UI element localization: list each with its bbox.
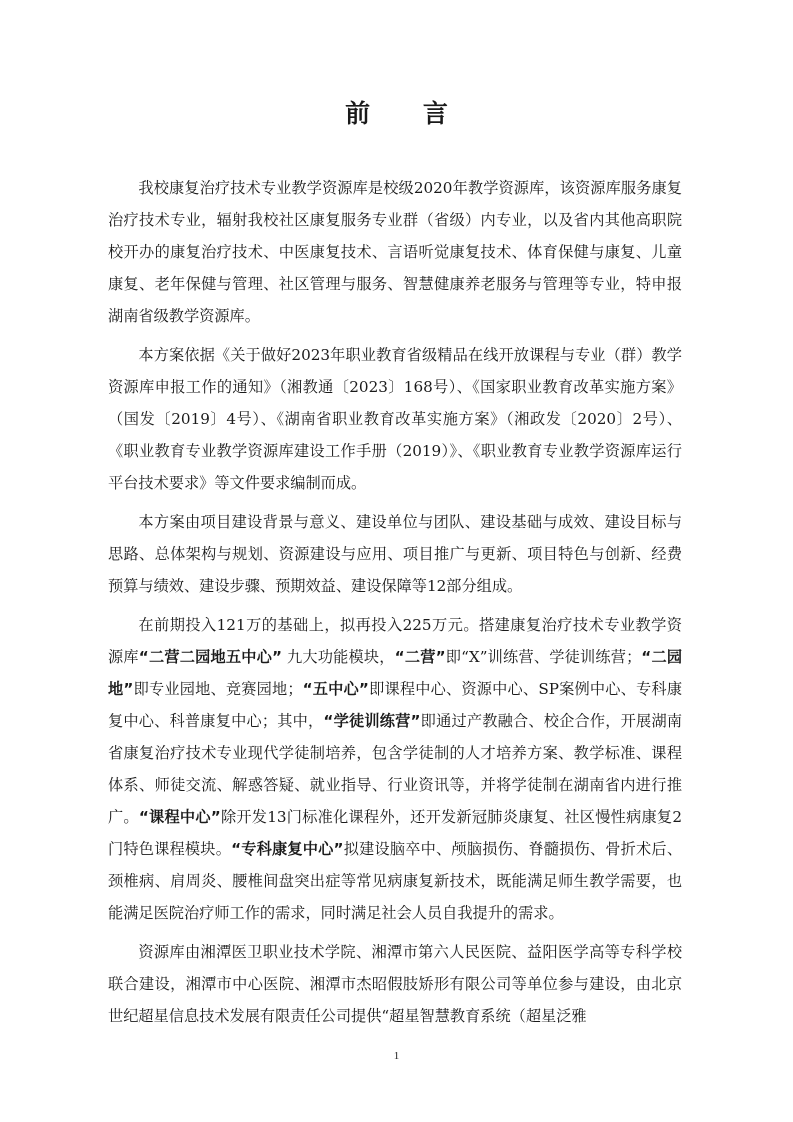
emphasis-text: “学徒训练营” — [323, 712, 421, 730]
paragraph-text: 即通过产教融合、校企合作，开展湖南省康复治疗技术专业现代学徒制培养，包含学徒制的人才培养方案、教学标准、课程体系、师徒交流、解惑答疑、就业指导、行业资讯等，并将学徒制在湖南省内进行推广。 — [108, 712, 683, 826]
body-paragraph — [108, 339, 682, 499]
body-paragraph — [108, 609, 682, 929]
emphasis-text: “五中心” — [302, 680, 369, 698]
paragraph-text: 即专业园地、竞赛园地； — [133, 680, 303, 698]
paragraph-text: 拟建设脑卒中、颅脑损伤、脊髓损伤、骨折术后、颈椎病、肩周炎、腰椎间盘突出症等常见病康复新技术，既能满足师生教学需要，也能满足医院治疗师工作的需求，同时满足社会人员自我提升的需求。 — [108, 840, 683, 922]
body-paragraph — [108, 506, 682, 602]
paragraph-text: 即“X”训练营、学徒训练营； — [445, 648, 642, 666]
body-paragraph — [108, 172, 682, 332]
paragraph-text: 除开发13门标准化课程外，还开发新冠肺炎康复、社区慢性病康复2门特色课程模块。 — [108, 808, 682, 858]
paragraph-text: 九大功能模块， — [281, 648, 395, 666]
paragraph-text: 本方案由项目建设背景与意义、建设单位与团队、建设基础与成效、建设目标与思路、总体架构与规划、资源建设与应用、项目推广与更新、项目特色与创新、经费预算与绩效、建设步骤、预期效益、建设保障等12部分组成。 — [108, 513, 682, 595]
paragraph-text: 我校康复治疗技术专业教学资源库是校级2020年教学资源库，该资源库服务康复治疗技术专业，辐射我校社区康复服务专业群（省级）内专业，以及省内其他高职院校开办的康复治疗技术、中医康复技术、言语听觉康复技术、体育保健与康复、儿童康复、老年保健与管理、社区管理与服务、智慧健康养老服务与管理等专业，特申报湖南省级教学资源库。 — [108, 179, 682, 325]
page-number: 1 — [393, 1050, 400, 1062]
emphasis-text: “二营” — [394, 648, 446, 666]
paragraph-text: 本方案依据《关于做好2023年职业教育省级精品在线开放课程与专业（群）教学资源库申报工作的通知》（湘教通〔2023〕168号）、《国家职业教育改革实施方案》（国发〔2019〕4号）、《湖南省职业教育改革实施方案》（湘政发〔2020〕2号）、《职业教育专业教学资源库建设工作手册（2019）》、《职业教育专业教学资源库运行平台技术要求》等文件要求编制而成。 — [108, 346, 682, 492]
emphasis-text: “二园地” — [108, 648, 683, 698]
emphasis-text: “二营二园地五中心” — [138, 648, 282, 666]
document-body — [108, 172, 682, 1039]
paragraph-text: 在前期投入121万的基础上，拟再投入225万元。搭建康复治疗技术专业教学资源库 — [108, 616, 682, 666]
paragraph-text: 即课程中心、资源中心、SP案例中心、专科康复中心、科普康复中心；其中， — [108, 680, 683, 730]
page-title: 前 言 — [345, 99, 470, 128]
paragraph-text: 资源库由湘潭医卫职业技术学院、湘潭市第六人民医院、益阳医学高等专科学校联合建设，湘潭市中心医院、湘潭市杰昭假肢矫形有限公司等单位参与建设，由北京世纪超星信息技术发展有限责任公司提供“超星智慧教育系统（超星泛雅 — [108, 943, 682, 1025]
body-paragraph — [108, 936, 682, 1032]
emphasis-text: “课程中心” — [138, 808, 221, 826]
emphasis-text: “专科康复中心” — [231, 840, 344, 858]
